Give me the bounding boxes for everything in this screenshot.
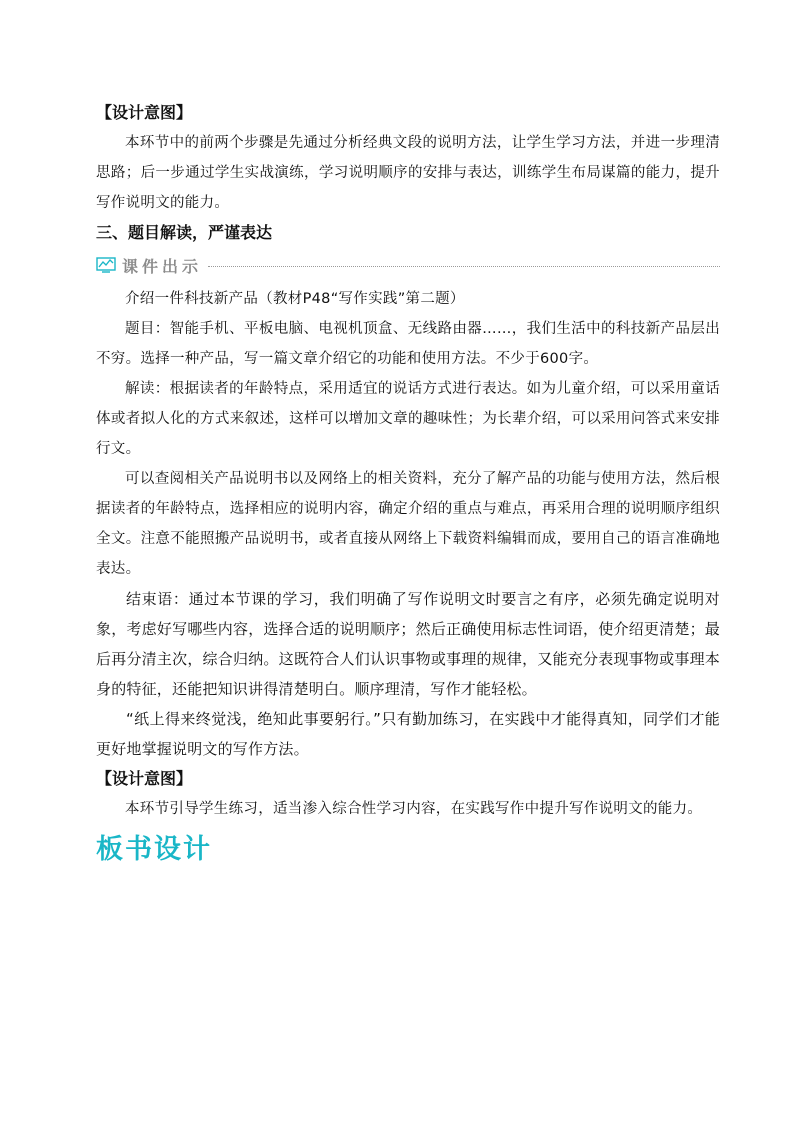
courseware-banner <box>96 250 720 280</box>
consult-paragraph: 可以查阅相关产品说明书以及网络上的相关资料，充分了解产品的功能与使用方法，然后根据读者的年龄特点，选择相应的说明内容，确定介绍的重点与难点，再采用合理的说明顺序组织全文。注意不能照搬产品说明书，或者直接从网络上下载资料编辑而成，要用自己的语言准确地表达。 <box>96 471 720 577</box>
design-intent-paragraph: 本环节中的前两个步骤是先通过分析经典文段的说明方法，让学生学习方法，并进一步理清思路；后一步通过学生实战演练，学习说明顺序的安排与表达，训练学生布局谋篇的能力，提升写作说明文的能力。 <box>96 135 720 211</box>
dotted-divider <box>208 266 720 267</box>
content-area <box>96 98 720 870</box>
section-three-heading: 三、题目解读，严谨表达 <box>96 223 273 242</box>
board-design-title: 板书设计 <box>96 834 212 865</box>
topic-paragraph: 题目：智能手机、平板电脑、电视机顶盒、无线路由器……，我们生活中的科技新产品层出不穷。选择一种产品，写一篇文章介绍它的功能和使用方法。不少于600字。 <box>96 321 720 367</box>
design-intent-heading-2: 【设计意图】 <box>96 769 193 788</box>
interpretation-paragraph: 解读：根据读者的年龄特点，采用适宜的说话方式进行表达。如为儿童介绍，可以采用童话体或者拟人化的方式来叙述，这样可以增加文章的趣味性；为长辈介绍，可以采用问答式来安排行文。 <box>96 381 720 457</box>
conclusion-paragraph: 结束语：通过本节课的学习，我们明确了写作说明文时要言之有序，必须先确定说明对象，考虑好写哪些内容，选择合适的说明顺序；然后正确使用标志性词语，使介绍更清楚；最后再分清主次，综合归纳。这既符合人们认识事物或事理的规律，又能充分表现事物或事理本身的特征，还能把知识讲得清楚明白。顺序理清，写作才能轻松。 <box>96 590 720 698</box>
design-intent-heading: 【设计意图】 <box>96 103 193 122</box>
design-intent-paragraph-2: 本环节引导学生练习，适当渗入综合性学习内容，在实践写作中提升写作说明文的能力。 <box>125 801 703 817</box>
intro-line: 介绍一件科技新产品（教材P48“写作实践”第二题） <box>125 291 465 307</box>
quote-paragraph: “纸上得来终觉浅，绝知此事要躬行。”只有勤加练习，在实践中才能得真知，同学们才能更好地掌握说明文的写作方法。 <box>96 710 720 758</box>
chart-line-icon <box>96 257 116 273</box>
courseware-label: 课件出示 <box>122 256 203 276</box>
